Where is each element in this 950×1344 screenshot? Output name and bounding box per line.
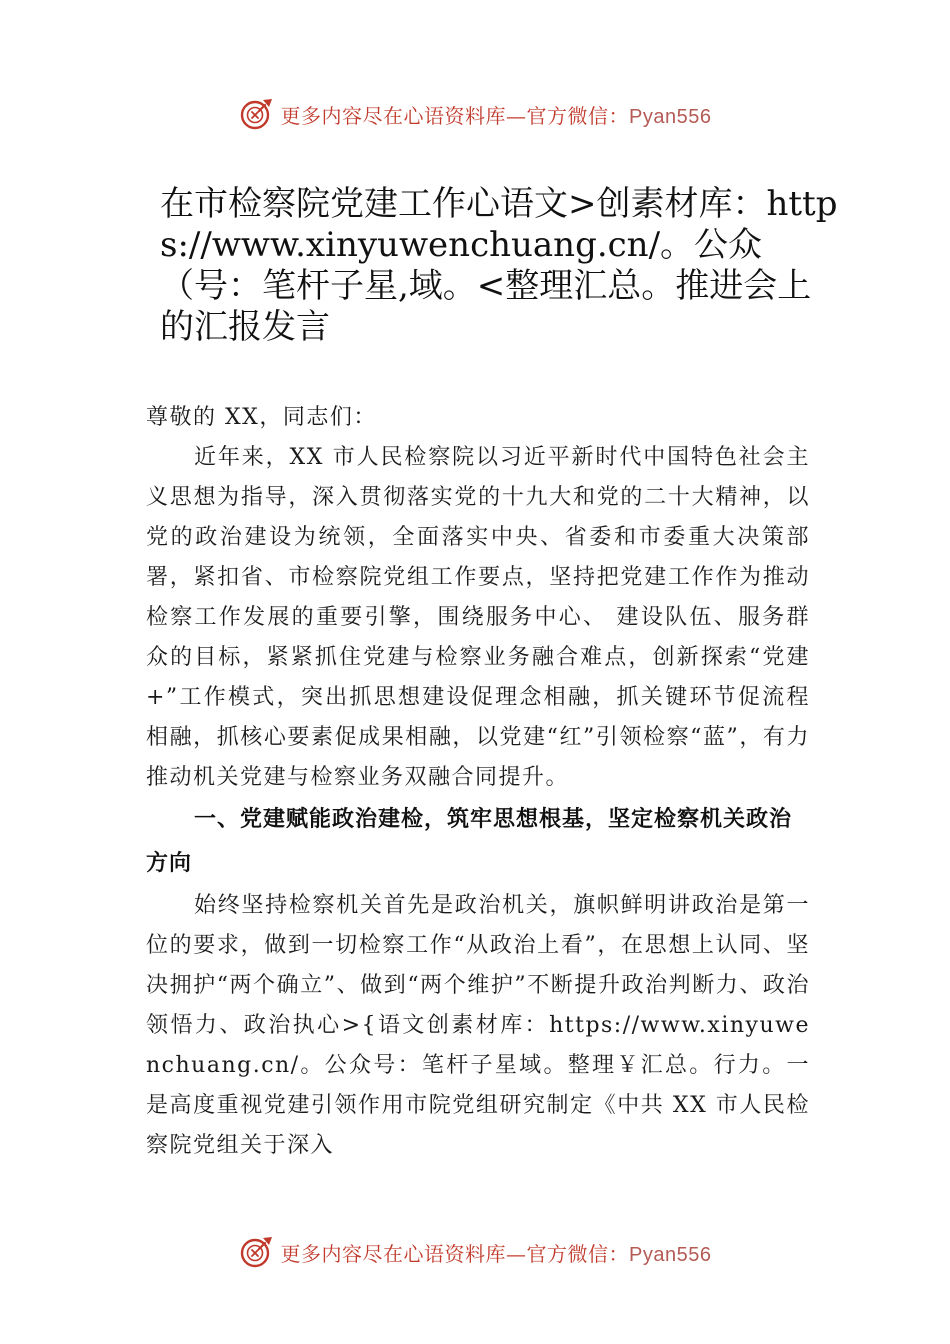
watermark-prefix: 更多内容尽在心语资料库—官方微信： [280,103,630,128]
watermark-wechat-id: Pyan556 [629,1243,712,1266]
pen-seal-icon [239,96,275,132]
watermark-text [281,1238,712,1267]
watermark-wechat-id: Pyan556 [629,105,712,128]
salutation: 尊敬的 XX，同志们： [146,405,377,430]
watermark-text [281,100,712,129]
paragraph-section-1: 始终坚持检察机关首先是政治机关，旗帜鲜明讲政治是第一位的要求，做到一切检察工作“从政治上看”，在思想上认同、坚决拥护“两个确立”、做到“两个维护”不断提升政治判断力、政治领悟力、政治执心>{语文创素材库：https://www.xinyuwenchuang.cn/。公众号：笔杆子星域。整理￥汇总。行力。一是高度重视党建引领作用市院党组研究制定《中共 XX 市人民检察院党组关于深入 [146,893,810,1158]
section-heading-1: 一、党建赋能政治建检，筑牢思想根基，坚定检察机关政治方向 [146,807,793,876]
document-body [146,398,810,1166]
watermark-prefix: 更多内容尽在心语资料库—官方微信： [280,1241,630,1266]
document-title: 在市检察院党建工作心语文>创素材库：https://www.xinyuwenchuang.cn/。公众（号：笔杆子星,域。<整理汇总。推进会上的汇报发言 [160,184,838,347]
watermark-header [0,94,950,134]
paragraph-intro: 近年来，XX 市人民检察院以习近平新时代中国特色社会主义思想为指导，深入贯彻落实党的十九大和党的二十大精神，以党的政治建设为统领，全面落实中央、省委和市委重大决策部署，紧扣省、市检察院党组工作要点，坚持把党建工作作为推动检察工作发展的重要引擎，围绕服务中心、 建设队伍、服务群众的目标，紧紧抓住党建与检察业务融合难点，创新探索“党建+”工作模式，突出抓思想建设促理念相融，抓关键环节促流程相融，抓核心要素促成果相融，以党建“红”引领检察“蓝”，有力推动机关党建与检察业务双融合同提升。 [146,445,810,790]
pen-seal-icon [239,1234,275,1270]
watermark-footer [0,1232,950,1272]
